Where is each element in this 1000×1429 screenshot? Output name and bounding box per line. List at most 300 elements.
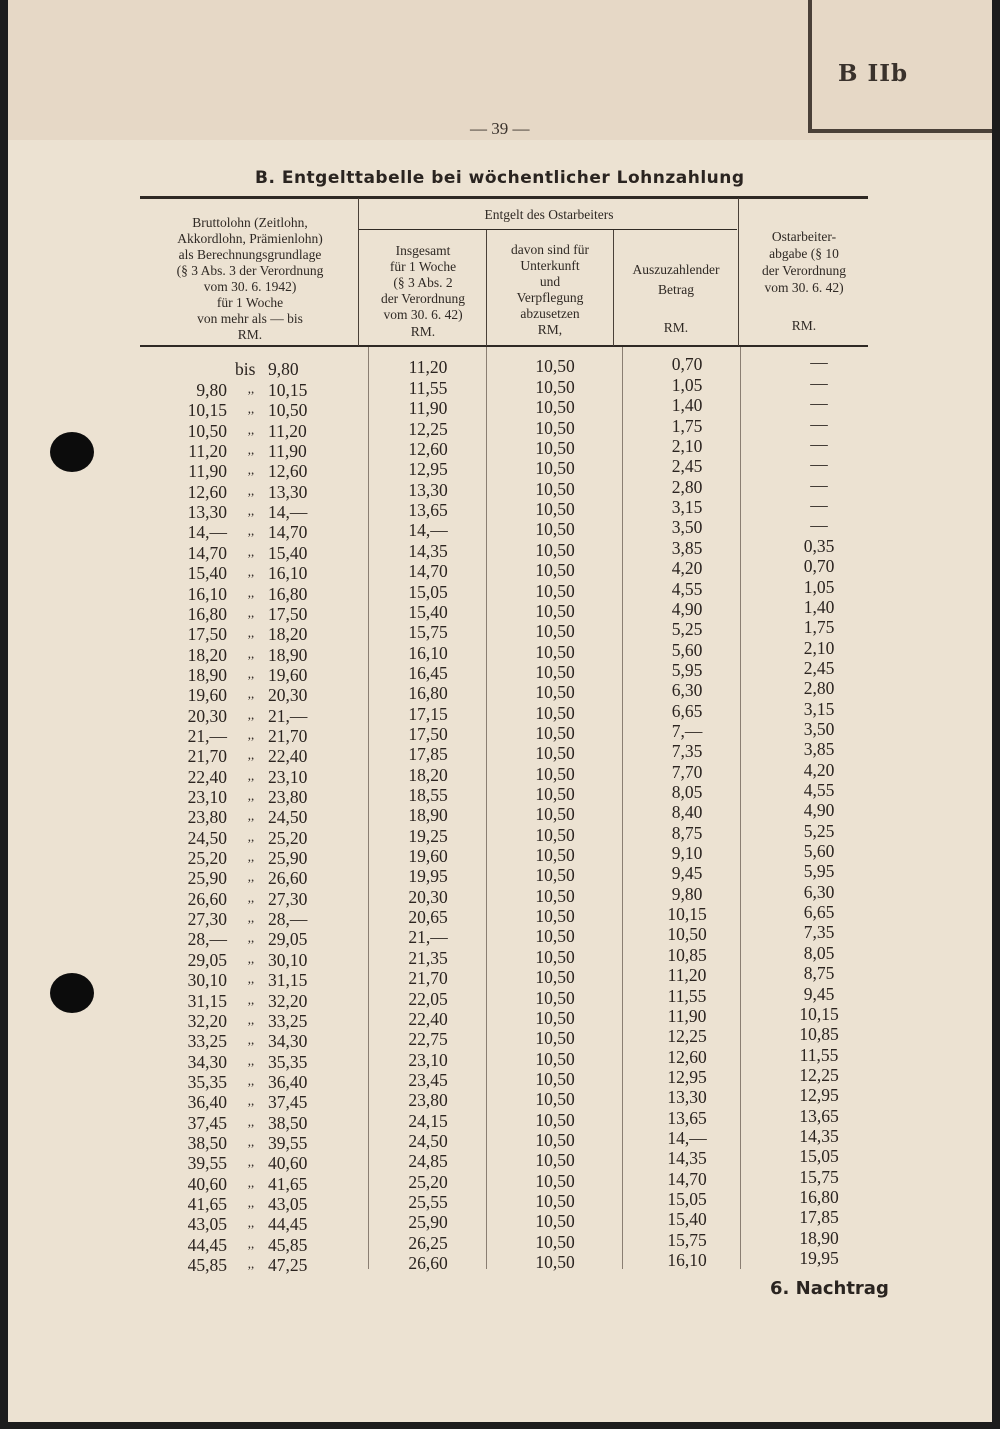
cell-to: 26,60	[268, 868, 308, 889]
cell-from: 30,10	[187, 970, 227, 991]
cell-insgesamt: 13,65	[408, 500, 448, 521]
cell-to: 25,90	[268, 848, 308, 869]
cell-davon: 10,50	[535, 397, 575, 418]
cell-auszuzahlen: 1,40	[671, 395, 703, 416]
cell-from: 11,90	[188, 461, 227, 482]
cell-from: 22,40	[187, 766, 227, 787]
cell-davon: 10,50	[535, 967, 575, 988]
cell-auszuzahlen: 12,25	[667, 1026, 707, 1047]
cell-from: 11,20	[188, 441, 227, 462]
cell-insgesamt: 17,85	[408, 744, 448, 765]
cell-ditto: ,,	[247, 564, 255, 580]
cell-insgesamt: 24,15	[408, 1110, 448, 1131]
header-ostarbeiterabgabe: Ostarbeiter- abgabe (§ 10 der Verordnung vom 30. 6. 42)	[761, 229, 847, 295]
cell-insgesamt: 15,05	[408, 581, 448, 602]
cell-insgesamt: 19,60	[408, 846, 448, 867]
cell-auszuzahlen: 12,95	[667, 1066, 707, 1087]
cell-ditto: ,,	[247, 1215, 255, 1231]
cell-abgabe: —	[810, 495, 828, 516]
cell-ditto: ,,	[247, 462, 255, 478]
cell-bis-word: bis	[235, 359, 256, 379]
cell-ditto: ,,	[247, 767, 255, 783]
cell-insgesamt: 24,85	[408, 1151, 448, 1172]
cell-from: 12,60	[187, 481, 227, 502]
cell-davon: 10,50	[535, 478, 575, 499]
cell-ditto: ,,	[247, 1195, 255, 1210]
cell-ditto: ,,	[247, 482, 255, 498]
cell-abgabe: —	[810, 352, 828, 372]
entgelt-group-rule	[358, 229, 737, 230]
cell-from: 21,—	[187, 725, 227, 746]
cell-auszuzahlen: 5,25	[671, 619, 703, 640]
cell-auszuzahlen: 9,45	[671, 863, 703, 884]
cell-davon: 10,50	[535, 1089, 575, 1110]
cell-auszuzahlen: 9,10	[671, 843, 703, 864]
cell-to: 37,45	[268, 1092, 308, 1113]
cell-auszuzahlen: 14,—	[667, 1127, 707, 1148]
cell-davon: 10,50	[535, 702, 575, 723]
cell-davon: 10,50	[535, 600, 575, 621]
cell-insgesamt: 17,15	[408, 703, 448, 724]
cell-abgabe: 16,80	[799, 1187, 839, 1207]
cell-davon: 10,50	[535, 661, 575, 682]
cell-davon: 10,50	[535, 926, 575, 947]
body-divider-3	[622, 347, 623, 1269]
cell-ditto: ,,	[247, 1052, 255, 1068]
cell-to: 21,—	[268, 705, 308, 726]
cell-auszuzahlen: 7,—	[671, 720, 703, 741]
cell-abgabe: —	[810, 373, 828, 393]
cell-ditto: ,,	[247, 686, 255, 702]
body-divider-2	[486, 347, 487, 1269]
cell-auszuzahlen: 4,90	[671, 598, 703, 619]
cell-auszuzahlen: 13,30	[667, 1087, 707, 1108]
cell-to: 43,05	[268, 1194, 308, 1214]
cell-to: 38,50	[268, 1112, 308, 1133]
cell-insgesamt: 26,60	[408, 1253, 448, 1274]
cell-to: 41,65	[268, 1173, 308, 1194]
cell-insgesamt: 21,35	[408, 947, 448, 968]
cell-davon: 10,50	[535, 1068, 575, 1089]
cell-to: 16,80	[268, 583, 308, 604]
cell-to: 22,40	[268, 746, 308, 767]
cell-abgabe: 17,85	[799, 1207, 839, 1228]
cell-from: 14,70	[187, 542, 227, 563]
cell-ditto: ,,	[247, 808, 255, 824]
cell-insgesamt: 18,55	[408, 785, 448, 805]
cell-to: 23,10	[268, 766, 308, 787]
cell-from: 24,50	[187, 827, 227, 848]
cell-from: 21,70	[187, 746, 227, 767]
cell-from: 16,10	[187, 583, 227, 604]
cell-insgesamt: 15,40	[408, 601, 448, 622]
cell-davon: 10,50	[535, 438, 575, 459]
cell-insgesamt: 16,10	[408, 642, 448, 663]
cell-auszuzahlen: 3,15	[671, 497, 703, 518]
cell-from: 32,20	[187, 1010, 227, 1031]
cell-to: 33,25	[268, 1010, 308, 1031]
cell-davon: 10,50	[535, 1170, 575, 1191]
cell-davon: 10,50	[535, 824, 575, 845]
cell-to: 45,85	[268, 1234, 308, 1255]
cell-abgabe: 12,25	[799, 1064, 839, 1085]
cell-from: 29,05	[187, 949, 227, 970]
cell-abgabe: 0,35	[803, 535, 835, 556]
cell-davon: 10,50	[535, 1007, 575, 1028]
cell-to: 20,30	[268, 685, 308, 706]
cell-abgabe: 1,05	[803, 576, 835, 597]
cell-to: 11,20	[268, 420, 307, 441]
cell-insgesamt: 17,50	[408, 723, 448, 744]
cell-abgabe: 18,90	[799, 1227, 839, 1248]
cell-insgesamt: 11,90	[408, 398, 448, 419]
cell-from: 25,20	[187, 848, 227, 869]
cell-to: 18,90	[268, 644, 308, 665]
cell-to: 16,10	[268, 563, 308, 584]
cell-insgesamt: 11,20	[408, 357, 448, 377]
cell-insgesamt: 15,75	[408, 622, 448, 643]
cell-to: 29,05	[268, 929, 308, 950]
cell-insgesamt: 12,95	[408, 459, 448, 480]
cell-ditto: ,,	[247, 747, 255, 763]
cell-ditto: ,,	[247, 442, 255, 458]
cell-davon: 10,50	[535, 621, 575, 642]
cell-to: 23,80	[268, 787, 308, 807]
cell-ditto: ,,	[247, 706, 255, 722]
cell-auszuzahlen: 1,75	[671, 415, 703, 436]
cell-auszuzahlen: 8,75	[671, 822, 703, 843]
unit-abgabe: RM.	[791, 318, 817, 333]
cell-davon: 10,50	[535, 804, 575, 825]
cell-davon: 10,50	[535, 1028, 575, 1049]
cell-to: 25,20	[268, 827, 308, 848]
cell-davon: 10,50	[535, 906, 575, 927]
cell-auszuzahlen: 7,70	[671, 761, 703, 782]
cell-abgabe: 2,80	[803, 678, 835, 699]
cell-to: 9,80	[268, 359, 299, 379]
cell-insgesamt: 16,80	[408, 683, 448, 704]
cell-auszuzahlen: 3,50	[671, 517, 703, 538]
cell-insgesamt: 18,90	[408, 805, 448, 826]
cell-abgabe: 1,40	[803, 596, 835, 617]
cell-ditto: ,,	[247, 523, 255, 539]
cell-ditto: ,,	[247, 1011, 255, 1027]
cell-auszuzahlen: 4,20	[671, 558, 703, 579]
cell-davon: 10,50	[535, 722, 575, 743]
cell-auszuzahlen: 7,35	[671, 741, 703, 762]
cell-abgabe: 4,20	[803, 759, 835, 780]
cell-from: 15,40	[187, 563, 227, 584]
cell-ditto: ,,	[247, 869, 255, 885]
cell-abgabe: 11,55	[799, 1044, 839, 1065]
cell-ditto: ,,	[247, 604, 255, 620]
cell-insgesamt: 25,55	[408, 1192, 448, 1212]
cell-to: 21,70	[268, 725, 308, 746]
cell-davon: 10,50	[535, 885, 575, 906]
cell-abgabe: 13,65	[799, 1105, 839, 1126]
punch-hole-top	[50, 432, 94, 472]
cell-auszuzahlen: 15,05	[667, 1189, 707, 1209]
cell-to: 18,20	[268, 624, 308, 645]
cell-abgabe: 10,15	[799, 1003, 839, 1024]
cell-auszuzahlen: 6,65	[671, 700, 703, 721]
cell-to: 11,90	[268, 441, 307, 462]
cell-from: 20,30	[187, 705, 227, 726]
cell-auszuzahlen: 5,95	[671, 659, 703, 680]
header-auszuzahlen: Auszuzahlender Betrag	[632, 262, 720, 297]
cell-ditto: ,,	[247, 726, 255, 742]
cell-abgabe: —	[810, 434, 828, 455]
cell-abgabe: 4,90	[803, 800, 835, 821]
cell-ditto: ,,	[247, 401, 255, 417]
cell-auszuzahlen: 16,10	[667, 1250, 707, 1271]
header-divider-4	[738, 198, 739, 346]
cell-insgesamt: 22,05	[408, 988, 448, 1009]
cell-to: 14,70	[268, 522, 308, 543]
cell-abgabe: —	[810, 474, 828, 495]
page-number: — 39 —	[470, 119, 530, 138]
cell-abgabe: —	[810, 413, 828, 434]
cell-abgabe: 6,30	[803, 881, 835, 902]
cell-insgesamt: 14,—	[408, 520, 448, 541]
body-divider-4	[740, 347, 741, 1269]
cell-from: 43,05	[187, 1214, 227, 1235]
cell-auszuzahlen: 9,80	[671, 883, 703, 904]
cell-ditto: ,,	[247, 950, 255, 966]
cell-davon: 10,50	[535, 1048, 575, 1069]
cell-abgabe: 7,35	[803, 922, 835, 943]
cell-from: 14,—	[187, 522, 227, 543]
cell-auszuzahlen: 8,40	[671, 802, 703, 823]
cell-to: 31,15	[268, 970, 308, 991]
cell-ditto: ,,	[247, 1235, 255, 1251]
cell-from: 35,35	[187, 1071, 227, 1092]
header-insgesamt: Insgesamt für 1 Woche (§ 3 Abs. 2 der Verordnung vom 30. 6. 42)	[380, 243, 466, 322]
cell-davon: 10,50	[535, 987, 575, 1008]
punch-hole-bottom	[50, 973, 94, 1013]
cell-abgabe: 15,75	[799, 1166, 839, 1187]
cell-davon: 10,50	[535, 499, 575, 520]
cell-to: 27,30	[268, 888, 308, 909]
page-title: B. Entgelttabelle bei wöchentlicher Lohnzahlung	[255, 168, 745, 188]
cell-abgabe: —	[810, 393, 828, 414]
cell-from: 25,90	[187, 868, 227, 889]
cell-to: 34,30	[268, 1031, 308, 1052]
cell-from: 19,60	[187, 685, 227, 706]
cell-to: 47,25	[268, 1255, 308, 1276]
cell-abgabe: 3,15	[803, 698, 835, 719]
cell-abgabe: 4,55	[803, 780, 835, 800]
cell-insgesamt: 11,55	[408, 378, 448, 398]
cell-davon: 10,50	[535, 865, 575, 886]
cell-to: 17,50	[268, 603, 308, 624]
cell-insgesamt: 23,45	[408, 1069, 448, 1090]
footer-note: 6. Nachtrag	[770, 1278, 889, 1299]
cell-davon: 10,50	[535, 458, 575, 479]
cell-from: 38,50	[187, 1132, 227, 1153]
cell-abgabe: 1,75	[803, 617, 835, 638]
cell-insgesamt: 20,30	[408, 886, 448, 907]
cell-from: 36,40	[187, 1092, 227, 1113]
cell-from: 26,60	[187, 888, 227, 909]
cell-insgesamt: 26,25	[408, 1232, 448, 1253]
unit-davon: RM,	[537, 322, 563, 337]
cell-auszuzahlen: 14,70	[667, 1168, 707, 1189]
cell-insgesamt: 16,45	[408, 662, 448, 683]
unit-brutto: RM.	[237, 327, 263, 342]
cell-ditto: ,,	[247, 645, 255, 661]
cell-ditto: ,,	[247, 991, 255, 1007]
cell-from: 9,80	[196, 380, 227, 400]
cell-from: 33,25	[187, 1031, 227, 1052]
cell-insgesamt: 23,10	[408, 1049, 448, 1070]
cell-ditto: ,,	[247, 828, 255, 844]
cell-ditto: ,,	[247, 971, 255, 987]
cell-abgabe: 2,10	[803, 637, 835, 658]
cell-ditto: ,,	[247, 1174, 255, 1190]
cell-ditto: ,,	[247, 421, 255, 437]
cell-from: 16,80	[187, 603, 227, 624]
cell-abgabe: —	[810, 454, 828, 475]
cell-auszuzahlen: 11,20	[667, 965, 707, 986]
cell-ditto: ,,	[247, 849, 255, 865]
cell-insgesamt: 21,—	[408, 927, 448, 948]
cell-auszuzahlen: 10,50	[667, 924, 707, 945]
cell-from: 41,65	[187, 1194, 227, 1214]
cell-ditto: ,,	[247, 1072, 255, 1088]
cell-insgesamt: 19,25	[408, 825, 448, 846]
cell-from: 40,60	[187, 1173, 227, 1194]
cell-auszuzahlen: 5,60	[671, 639, 703, 660]
cell-abgabe: 15,05	[799, 1146, 839, 1167]
cell-to: 14,—	[268, 502, 308, 523]
cell-abgabe: 8,05	[803, 942, 835, 963]
cell-insgesamt: 18,20	[408, 764, 448, 785]
cell-insgesamt: 21,70	[408, 968, 448, 989]
cell-davon: 10,50	[535, 519, 575, 540]
cell-davon: 10,50	[535, 1211, 575, 1232]
cell-davon: 10,50	[535, 763, 575, 784]
header-entgelt-group: Entgelt des Ostarbeiters	[484, 207, 614, 222]
unit-auszuzahlen: RM.	[663, 320, 689, 335]
cell-insgesamt: 25,20	[408, 1171, 448, 1192]
cell-davon: 10,50	[535, 1109, 575, 1130]
cell-davon: 10,50	[535, 1129, 575, 1150]
cell-auszuzahlen: 11,90	[667, 1005, 707, 1026]
table-header-rule	[140, 345, 868, 347]
cell-auszuzahlen: 10,85	[667, 944, 707, 965]
cell-auszuzahlen: 4,55	[671, 578, 703, 599]
cell-from: 28,—	[187, 929, 227, 950]
cell-from: 18,20	[187, 644, 227, 665]
cell-abgabe: 12,95	[799, 1085, 839, 1106]
cell-to: 40,60	[268, 1153, 308, 1174]
header-bruttolohn: Bruttolohn (Zeitlohn, Akkordlohn, Prämienlohn) als Berechnungsgrundlage (§ 3 Abs. 3 der Verordnung vom 30. 6. 1942) für 1 Woche von mehr als — bis	[176, 215, 324, 326]
unit-insgesamt: RM.	[410, 324, 436, 339]
cell-davon: 10,50	[535, 641, 575, 662]
cell-auszuzahlen: 15,40	[667, 1209, 707, 1230]
cell-abgabe: —	[810, 515, 828, 536]
cell-to: 10,50	[268, 400, 308, 421]
cell-ditto: ,,	[247, 930, 255, 946]
cell-from: 10,50	[187, 420, 227, 441]
cell-from: 39,55	[187, 1153, 227, 1174]
cell-davon: 10,50	[535, 1191, 575, 1211]
section-tag: B IIb	[838, 60, 909, 87]
cell-davon: 10,50	[535, 539, 575, 560]
cell-davon: 10,50	[535, 1252, 575, 1273]
cell-ditto: ,,	[247, 889, 255, 905]
cell-auszuzahlen: 2,10	[671, 436, 703, 457]
cell-insgesamt: 22,75	[408, 1029, 448, 1050]
cell-to: 32,20	[268, 990, 308, 1011]
cell-from: 31,15	[187, 990, 227, 1011]
cell-auszuzahlen: 0,70	[671, 354, 703, 374]
cell-abgabe: 5,60	[803, 841, 835, 862]
cell-auszuzahlen: 14,35	[667, 1148, 707, 1169]
cell-davon: 10,50	[535, 417, 575, 438]
cell-from: 13,30	[187, 502, 227, 523]
cell-auszuzahlen: 6,30	[671, 680, 703, 701]
cell-to: 30,10	[268, 949, 308, 970]
cell-davon: 10,50	[535, 743, 575, 764]
header-divider-1	[358, 198, 359, 346]
cell-davon: 10,50	[535, 784, 575, 804]
cell-insgesamt: 22,40	[408, 1008, 448, 1029]
cell-auszuzahlen: 8,05	[671, 782, 703, 802]
cell-insgesamt: 13,30	[408, 479, 448, 500]
cell-ditto: ,,	[247, 910, 255, 926]
cell-insgesamt: 19,95	[408, 866, 448, 887]
cell-ditto: ,,	[247, 788, 255, 803]
cell-from: 18,90	[187, 664, 227, 685]
cell-davon: 10,50	[535, 1231, 575, 1252]
cell-davon: 10,50	[535, 560, 575, 581]
cell-abgabe: 10,85	[799, 1024, 839, 1045]
cell-ditto: ,,	[247, 1113, 255, 1129]
cell-to: 44,45	[268, 1214, 308, 1235]
cell-auszuzahlen: 2,80	[671, 476, 703, 497]
cell-from: 10,15	[187, 400, 227, 421]
cell-to: 10,15	[268, 380, 308, 400]
cell-auszuzahlen: 15,75	[667, 1229, 707, 1250]
cell-ditto: ,,	[247, 1154, 255, 1170]
cell-to: 35,35	[268, 1051, 308, 1072]
cell-davon: 10,50	[535, 1150, 575, 1171]
table-top-rule	[140, 196, 868, 199]
cell-ditto: ,,	[247, 625, 255, 641]
cell-auszuzahlen: 1,05	[671, 375, 703, 395]
cell-auszuzahlen: 10,15	[667, 904, 707, 925]
cell-to: 19,60	[268, 664, 308, 685]
cell-ditto: ,,	[247, 381, 255, 396]
cell-ditto: ,,	[247, 1093, 255, 1109]
cell-abgabe: 8,75	[803, 963, 835, 984]
body-divider-1	[368, 347, 369, 1269]
cell-davon: 10,50	[535, 946, 575, 967]
header-davon: davon sind für Unterkunft und Verpflegung abzusetzen	[511, 242, 589, 321]
cell-from: 37,45	[187, 1112, 227, 1133]
cell-to: 13,30	[268, 481, 308, 502]
cell-insgesamt: 25,90	[408, 1212, 448, 1233]
cell-ditto: ,,	[247, 1133, 255, 1149]
cell-abgabe: 19,95	[799, 1248, 839, 1269]
cell-abgabe: 2,45	[803, 657, 835, 678]
cell-from: 23,10	[187, 787, 227, 807]
cell-to: 28,—	[268, 909, 308, 930]
cell-abgabe: 5,25	[803, 820, 835, 841]
cell-abgabe: 14,35	[799, 1125, 839, 1146]
